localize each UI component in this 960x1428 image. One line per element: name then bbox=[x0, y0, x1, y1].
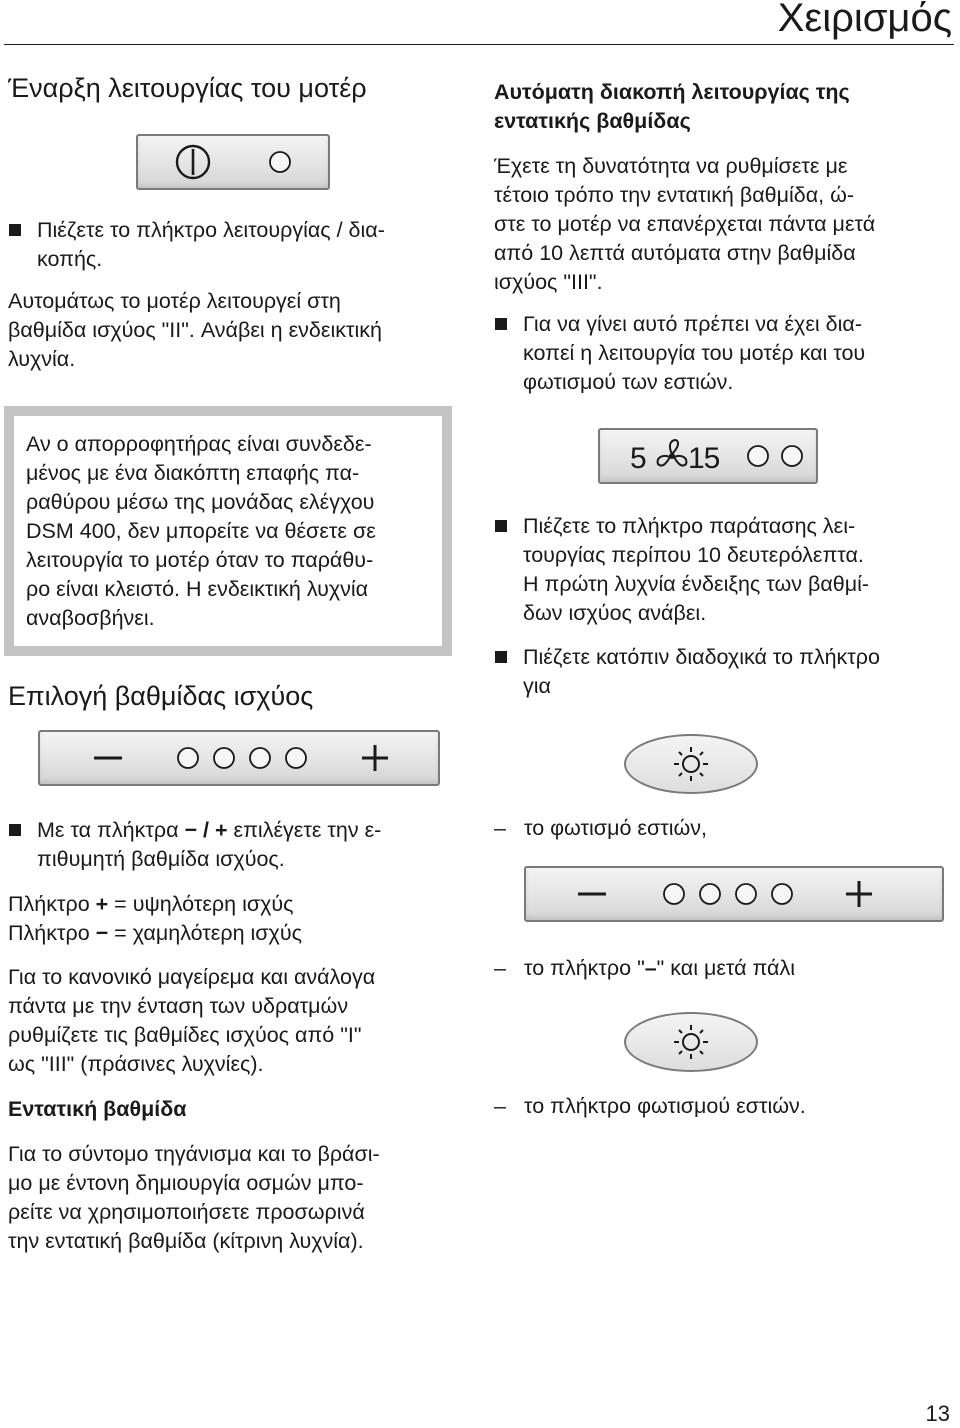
text-line: κοπής. bbox=[37, 247, 103, 271]
hob-light-button-1 bbox=[624, 734, 758, 794]
page-number: 13 bbox=[925, 1401, 950, 1426]
level-lamp-icon bbox=[178, 748, 198, 768]
minus-key-symbol: – bbox=[644, 956, 657, 980]
intensive-level-paragraph bbox=[8, 1140, 458, 1256]
plus-symbol: + bbox=[95, 892, 109, 916]
page-header-title: Χειρισμός bbox=[777, 0, 952, 40]
indicator-lamp-icon bbox=[270, 152, 290, 172]
text-line: Πιέζετε το πλήκτρο παράτασης λει- bbox=[523, 514, 856, 538]
text-line bbox=[37, 816, 458, 845]
power-icon bbox=[177, 146, 209, 178]
text-line: δων ισχύος ανάβει. bbox=[523, 601, 707, 625]
text-line: φωτισμού των εστιών. bbox=[523, 370, 734, 394]
light-icon bbox=[626, 736, 756, 792]
text-line: εντατικής βαθμίδας bbox=[494, 109, 691, 133]
text-line: μένος με ένα διακόπτη επαφής πα- bbox=[26, 461, 360, 485]
text-line: τουργίας περίπου 10 δευτερόλεπτα. bbox=[523, 543, 864, 567]
text-span: = χαμηλότερη ισχύς bbox=[108, 921, 302, 945]
plus-icon bbox=[846, 881, 872, 907]
on-off-panel bbox=[136, 134, 330, 190]
level-lamp-icon bbox=[214, 748, 234, 768]
text-span: = υψηλότερη ισχύς bbox=[108, 892, 294, 916]
level-lamp-icon bbox=[772, 884, 792, 904]
text-line: ισχύος "III". bbox=[494, 270, 603, 294]
intensive-level-heading: Εντατική βαθμίδα bbox=[8, 1097, 187, 1121]
step-hob-light-again: – το πλήκτρο φωτισμού εστιών. bbox=[494, 1092, 954, 1121]
text-line: λειτουργία το μοτέρ όταν το παράθυ- bbox=[26, 548, 374, 572]
plus-key-legend bbox=[8, 890, 458, 919]
text-line: ρυθμίζετε τις βαθμίδες ισχύος από "I" bbox=[8, 1023, 362, 1047]
on-off-panel-graphic bbox=[138, 136, 328, 188]
text-line: Για να γίνει αυτό πρέπει να έχει δια- bbox=[523, 312, 862, 336]
text-line: λυχνία. bbox=[8, 347, 76, 371]
power-level-paragraph bbox=[8, 963, 458, 1079]
text-line: ρείτε να χρησιμοποιήσετε προσωρινά bbox=[8, 1200, 365, 1224]
text-line: τέτοιο τρόπο την εντατική βαθμίδα, ώ- bbox=[494, 183, 855, 207]
level-lamp-icon bbox=[700, 884, 720, 904]
text-line: βαθμίδα ισχύος "II". Ανάβει η ενδεικτική bbox=[8, 318, 382, 342]
motor-start-bullet bbox=[8, 216, 458, 274]
text-line: πάντα με την ένταση των υδρατμών bbox=[8, 994, 349, 1018]
auto-off-paragraph bbox=[494, 152, 954, 297]
power-level-panel-2 bbox=[524, 866, 944, 922]
text-line: Για το κανονικό μαγείρεμα και ανάλογα bbox=[8, 965, 376, 989]
step-minus-key bbox=[494, 954, 954, 983]
text-line: από 10 λεπτά αυτόματα στην βαθμίδα bbox=[494, 241, 856, 265]
power-level-bullet bbox=[8, 816, 458, 874]
text-line: κοπεί η λειτουργία του μοτέρ και του bbox=[523, 341, 866, 365]
motor-start-heading: Έναρξη λειτουργίας του μοτέρ bbox=[8, 73, 367, 103]
text-span: επιλέγετε την ε- bbox=[227, 818, 382, 842]
level-lamp-icon bbox=[736, 884, 756, 904]
timer-panel bbox=[598, 428, 818, 484]
level-lamp-icon bbox=[286, 748, 306, 768]
minus-key-legend bbox=[8, 919, 458, 948]
text-line: ρο είναι κλειστό. Η ενδεικτική λυχνία bbox=[26, 577, 369, 601]
text-line: για bbox=[523, 674, 551, 698]
auto-off-bullet-1 bbox=[494, 310, 954, 397]
text-line: Έχετε τη δυνατότητα να ρυθμίσετε με bbox=[494, 154, 848, 178]
text-line: την εντατική βαθμίδα (κίτρινη λυχνία). bbox=[8, 1229, 364, 1253]
motor-start-section bbox=[8, 72, 458, 104]
text-line: ως "III" (πράσινες λυχνίες). bbox=[8, 1052, 264, 1076]
text-span: " και μετά πάλι bbox=[656, 956, 795, 980]
power-level-panel-2-graphic bbox=[526, 868, 942, 920]
key-legend bbox=[8, 890, 458, 948]
level-lamp-icon bbox=[664, 884, 684, 904]
text-span: Πλήκτρο bbox=[8, 892, 96, 916]
timer-right-label: 15 bbox=[688, 442, 720, 475]
power-level-heading: Επιλογή βαθμίδας ισχύος bbox=[8, 681, 314, 711]
auto-off-heading bbox=[494, 78, 954, 136]
power-level-panel bbox=[38, 730, 440, 786]
step-hob-light: – το φωτισμό εστιών, bbox=[494, 814, 954, 843]
timer-lamp-icon bbox=[782, 446, 802, 466]
text-line: Αν ο απορροφητήρας είναι συνδεδε- bbox=[26, 432, 372, 456]
text-line: Πιέζετε το πλήκτρο λειτουργίας / δια- bbox=[37, 218, 385, 242]
timer-left-label: 5 bbox=[630, 442, 647, 475]
text-line: Πιέζετε κατόπιν διαδοχικά το πλήκτρο bbox=[523, 645, 880, 669]
auto-off-bullet-2 bbox=[494, 512, 954, 628]
minus-symbol: − bbox=[95, 921, 109, 945]
light-icon bbox=[626, 1014, 756, 1070]
text-span: το πλήκτρο " bbox=[524, 956, 645, 980]
text-line: Η πρώτη λυχνία ένδειξης των βαθμί- bbox=[523, 572, 870, 596]
window-contact-notice bbox=[4, 406, 452, 656]
plus-icon bbox=[362, 745, 388, 771]
text-line: DSM 400, δεν μπορείτε να θέσετε σε bbox=[26, 519, 376, 543]
motor-start-paragraph bbox=[8, 287, 458, 374]
header-rule bbox=[4, 44, 954, 45]
minus-plus-keys: − / + bbox=[184, 818, 228, 842]
auto-off-bullet-3 bbox=[494, 643, 954, 701]
timer-panel-graphic bbox=[600, 430, 816, 482]
timer-lamp-icon bbox=[748, 446, 768, 466]
fan-icon bbox=[658, 440, 687, 466]
text-line: αναβοσβήνει. bbox=[26, 606, 155, 630]
power-level-panel-graphic bbox=[40, 732, 438, 784]
text-line: Αυτόματη διακοπή λειτουργίας της bbox=[494, 80, 850, 104]
text-span: Με τα πλήκτρα bbox=[37, 818, 185, 842]
level-lamp-icon bbox=[250, 748, 270, 768]
text-line: Αυτομάτως το μοτέρ λειτουργεί στη bbox=[8, 289, 341, 313]
text-span: Πλήκτρο bbox=[8, 921, 96, 945]
text-line: πιθυμητή βαθμίδα ισχύος. bbox=[37, 847, 285, 871]
text-line: μο με έντονη δημιουργία οσμών μπο- bbox=[8, 1171, 364, 1195]
hob-light-button-2 bbox=[624, 1012, 758, 1072]
text-line: στε το μοτέρ να επανέρχεται πάντα μετά bbox=[494, 212, 876, 236]
text-line: Για το σύντομο τηγάνισμα και το βράσι- bbox=[8, 1142, 380, 1166]
text-line: ραθύρου μέσω της μονάδας ελέγχου bbox=[26, 490, 375, 514]
